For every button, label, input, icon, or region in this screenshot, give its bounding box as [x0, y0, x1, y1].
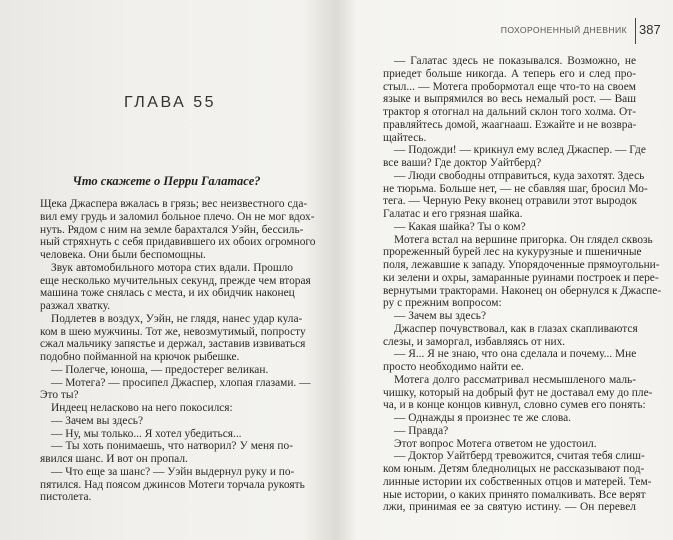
text-line: просто необходимо найти ее.: [383, 361, 524, 373]
text-line: прореженный бурей лес на кукурузные и пшеничные: [383, 246, 642, 259]
chapter-epigraph: Что скажете о Перри Галатасе?: [72, 174, 261, 188]
text-line: ру с прежним вопросом:: [383, 297, 502, 310]
paragraph: [383, 310, 636, 323]
paragraph: [383, 221, 636, 234]
paragraph: [383, 438, 636, 451]
paragraph: [383, 233, 662, 311]
text-line: явился шанс. И вот он пропал.: [40, 453, 188, 465]
text-line: слезы, и заморгал, избавляясь от них.: [383, 335, 566, 348]
text-line: разжал хватку.: [40, 300, 111, 312]
text-line: ки зелени и охры, замаранные руинами построек и пере-: [383, 271, 659, 284]
text-line: подобно пойманной на крючок рыбешке.: [40, 351, 240, 363]
paragraph: [40, 376, 311, 403]
text-line: стыл... — Мотега пробормотал еще что-то на своем: [383, 80, 636, 93]
running-head: ПОХОРОНЕННЫЙ ДНЕВНИК: [500, 25, 627, 35]
text-line: Этот вопрос Мотега ответом не удостоил.: [394, 437, 597, 450]
text-line: — Полегче, юноша, — предостерег великан.: [51, 363, 269, 376]
text-line: Это ты?: [40, 389, 79, 402]
text-line: приедет больше никогда. А теперь его и след про-: [383, 67, 636, 80]
paragraph: [383, 425, 636, 438]
text-line: Мотега встал на вершине пригорка. Он глядел сквозь: [394, 233, 653, 246]
text-line: — Галатас здесь не показывался. Возможно, не: [394, 55, 636, 67]
text-line: линные истории их собственных отцов и матерей. Тем-: [383, 475, 652, 488]
paragraph: [383, 412, 636, 425]
paragraph: [383, 323, 636, 349]
paragraph: [40, 402, 293, 415]
text-line: — Какая шайка? Ты о ком?: [394, 220, 526, 233]
text-line: — Люди свободны отправиться, куда захотят. Здесь: [394, 169, 645, 182]
paragraph: [40, 415, 293, 428]
text-line: — Доктор Уайтберд тревожится, считая тебя слиш-: [394, 450, 645, 463]
text-line: Галатас и его грязная шайка.: [383, 208, 523, 220]
text-line: Мотега долго рассматривал несмышленого маль-: [394, 373, 636, 386]
text-line: не тюрьма. Больше нет, — не сбавляя шаг, бросил Мо-: [383, 182, 648, 195]
text-line: Щека Джаспера вжалась в грязь; вес неизвестного сда-: [40, 198, 308, 210]
paragraph: [40, 440, 293, 466]
text-line: ча, и в конце концов кивнул, словно сумев его понять:: [383, 399, 646, 412]
text-line: — Мотега? — просипел Джаспер, хлопая глазами. —: [51, 376, 311, 389]
text-line: Подлетев в воздух, Уэйн, не глядя, нанес удар кула-: [51, 312, 303, 325]
text-line: ком юным. Детям бледнолицых не рассказывают под-: [383, 463, 645, 475]
header-divider: [635, 18, 636, 44]
text-line: еще несколько мучительных секунд, прежде чем вторая: [40, 274, 311, 287]
text-line: человека. Они были беспомощны.: [40, 249, 206, 261]
text-line: пятился. Над поясом джинсов Мотеги торчала рукоять: [40, 478, 305, 491]
text-line: ный стряхнуть с себя придавившего их обоих огромного: [40, 236, 316, 249]
paragraph: [40, 428, 293, 441]
text-line: вил ему грудь и заломил больное плечо. Он не мог вдох-: [40, 210, 315, 223]
text-line: трактор я отогнал на дальний склон того холма. От-: [383, 106, 636, 118]
paragraph: [383, 450, 652, 514]
text-line: щайтесь.: [383, 131, 427, 144]
text-line: чишку, который на добрый фут не доставал ему до пле-: [383, 386, 653, 399]
paragraph: [40, 465, 305, 504]
text-line: машина тоже снялась с места, и их обидчик наконец: [40, 287, 295, 300]
paragraph: [40, 198, 316, 262]
paragraph: [40, 261, 311, 313]
text-line: сжал мальчику запястье и держал, заставив извиваться: [40, 338, 306, 351]
paragraph: [383, 55, 636, 144]
paragraph: [383, 348, 636, 374]
text-line: правляйтесь домой, жаагнааш. Езжайте и не возвра-: [383, 118, 637, 131]
left-page-body: [40, 198, 316, 504]
text-line: ком в шею мужчины. Тот же, невозмутимый, попросту: [40, 325, 306, 338]
paragraph: [383, 169, 648, 221]
text-line: — Ну, мы только... Я хотел убедиться...: [51, 427, 242, 440]
text-line: — Ты хоть понимаешь, что натворил? У меня по-: [51, 440, 293, 453]
text-line: ные истории, о каких принято помалкивать. Все верят: [383, 488, 646, 501]
text-line: — Правда?: [394, 424, 449, 437]
text-line: Джаспер почувствовал, как в глазах скапливаются: [394, 322, 638, 335]
text-line: лжи, принимая ее за святую истину. — Он перевел: [383, 501, 636, 514]
paragraph: [383, 144, 646, 170]
right-page-body: [383, 55, 662, 514]
text-line: — Подожди! — крикнул ему вслед Джаспер. — Где: [394, 144, 646, 157]
text-line: пистолета.: [40, 491, 92, 504]
text-line: — Однажды я произнес те же слова.: [394, 412, 572, 424]
paragraph: [383, 373, 653, 412]
paragraph: [40, 364, 293, 377]
text-line: — Зачем вы здесь?: [51, 414, 143, 427]
page-number: 387: [639, 22, 661, 37]
text-line: нуть. Рядом с ним на земле барахтался Уэйн, бессиль-: [40, 223, 304, 236]
text-line: — Я... Я не знаю, что она сделала и почему... Мне: [394, 348, 637, 361]
text-line: тега. — Черную Реку вконец отравили этот выродок: [383, 195, 637, 208]
text-line: поля, лежавшие к западу. Упорядоченные прямоугольни-: [383, 259, 660, 271]
text-line: языке и выпрямился во весь немалый рост. — Ваш: [383, 93, 636, 106]
text-line: — Зачем вы здесь?: [394, 310, 486, 322]
text-line: Индеец неласково на него покосился:: [51, 402, 233, 414]
text-line: вернутыми тракторами. Наконец он обернулся к Джаспе-: [383, 284, 662, 297]
paragraph: [40, 312, 306, 364]
text-line: — Что еще за шанс? — Уэйн выдернул руку и по-: [51, 465, 295, 478]
chapter-title: ГЛАВА 55: [124, 94, 216, 111]
text-line: все ваши? Где доктор Уайтберд?: [383, 157, 542, 169]
text-line: Звук автомобильного мотора стих вдали. Прошло: [51, 261, 293, 274]
